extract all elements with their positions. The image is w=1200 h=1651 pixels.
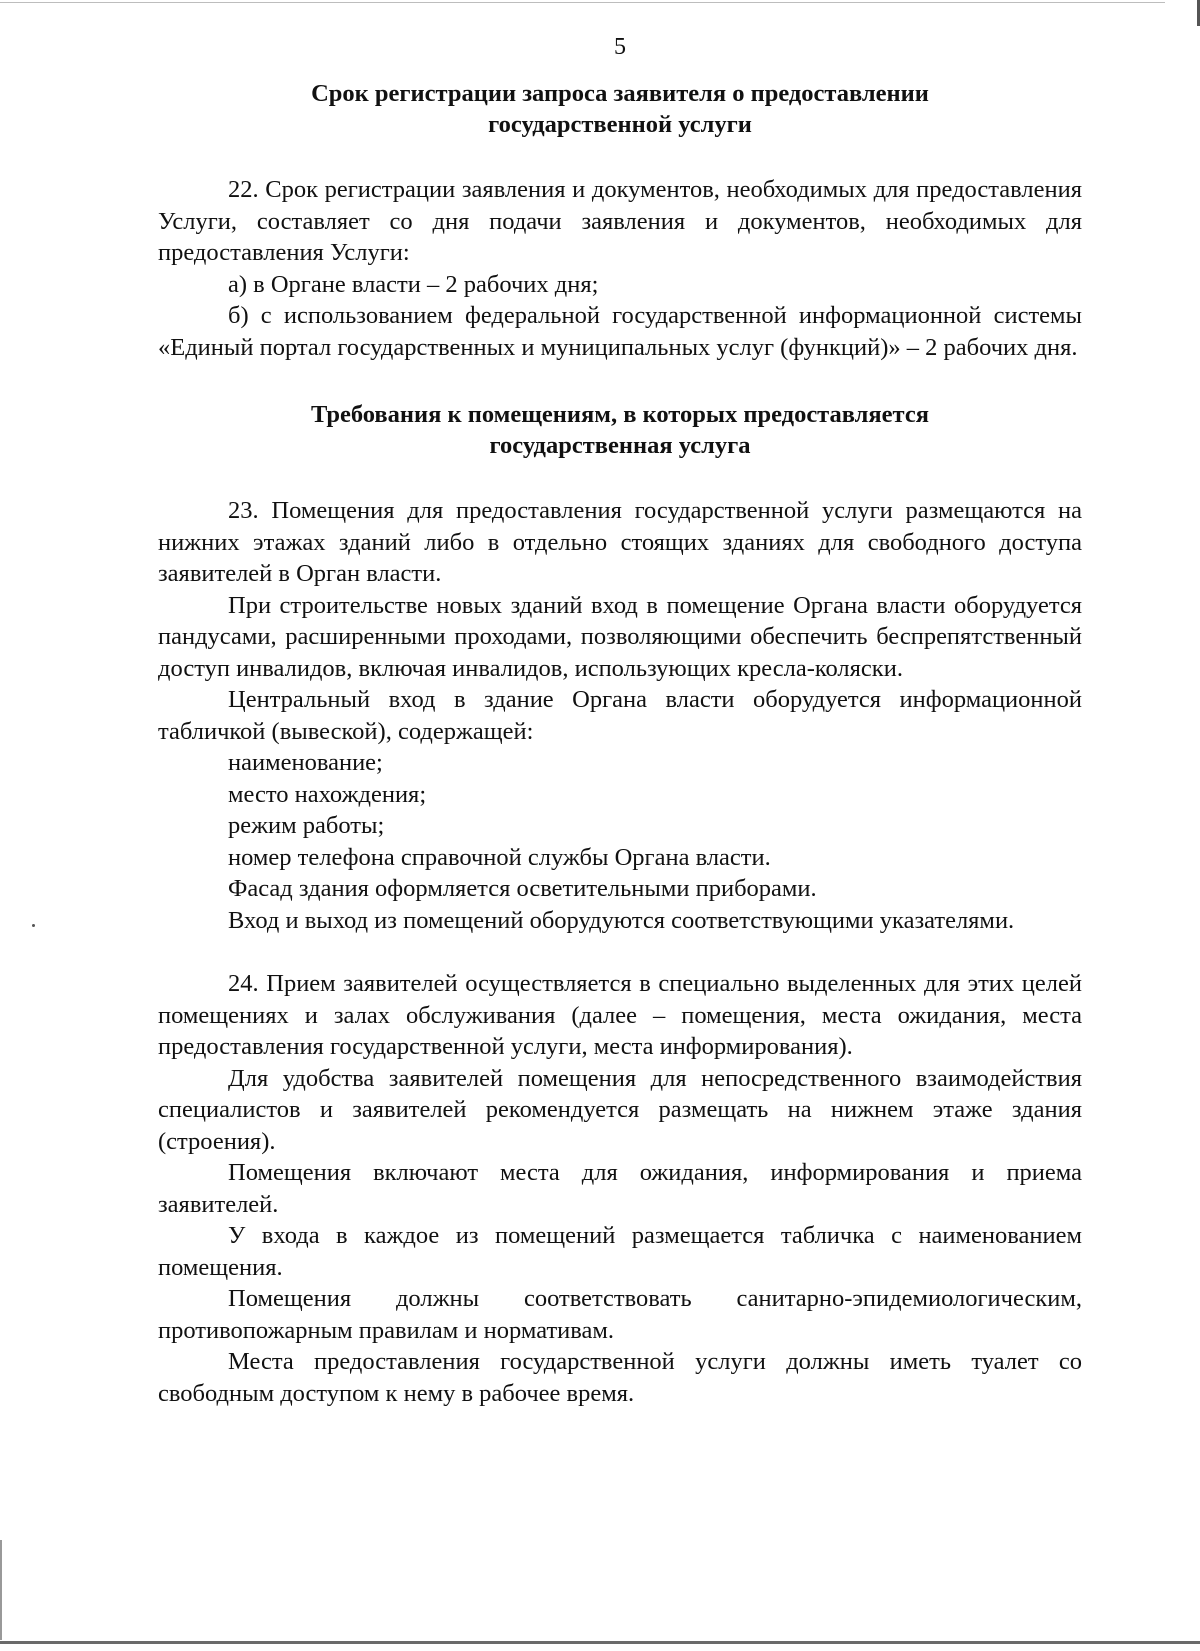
page-number: 5 — [614, 34, 626, 60]
scan-artifact-bottom-line — [0, 1641, 1200, 1644]
paragraph: Центральный вход в здание Органа власти оборудуется информационной табличкой (вывеской), содержащей: — [158, 686, 1082, 745]
paragraph: У входа в каждое из помещений размещается табличка с наименованием помещения. — [158, 1222, 1082, 1281]
heading-line: Требования к помещениям, в которых предоставляется — [310, 401, 930, 428]
paragraph: 22. Срок регистрации заявления и документов, необходимых для предоставления Услуги, составляет со дня подачи заявления и документов, необходимых для предоставления Услуги: — [158, 176, 1082, 266]
paragraph: Фасад здания оформляется осветительными приборами. — [228, 875, 817, 902]
paragraph: Для удобства заявителей помещения для непосредственного взаимодействия специалистов и заявителей рекомендуется размещать на нижнем этаже здания (строения). — [158, 1064, 1082, 1155]
heading-line: Срок регистрации запроса заявителя о предоставлении — [311, 80, 929, 107]
paragraph: 23. Помещения для предоставления государственной услуги размещаются на нижних этажах зданий либо в отдельно стоящих зданиях для свободного доступа заявителей в Орган власти. — [158, 497, 1082, 587]
list-item: наименование; — [228, 749, 383, 776]
paragraph: Помещения должны соответствовать санитарно-эпидемиологическим, противопожарным правилам и нормативам. — [158, 1285, 1082, 1344]
section-premises-requirements — [158, 399, 1082, 936]
list-item: номер телефона справочной службы Органа власти. — [228, 843, 771, 871]
scan-artifact-left-edge — [0, 1540, 2, 1640]
heading-line: государственная услуга — [489, 432, 751, 459]
section-registration-term — [158, 78, 1082, 363]
scan-artifact-top-line — [0, 2, 1165, 3]
paragraph: Вход и выход из помещений оборудуются соответствующими указателями. — [228, 906, 1015, 934]
paragraph: 24. Прием заявителей осуществляется в специально выделенных для этих целей помещениях и залах обслуживания (далее – помещения, места ожидания, места предоставления государственной услуги, места информирования). — [158, 970, 1082, 1060]
document-page — [158, 30, 1082, 1409]
heading-line: государственной услуги — [488, 111, 752, 138]
section-reception-premises — [158, 968, 1082, 1409]
list-item: место нахождения; — [228, 780, 427, 808]
paragraph: а) в Органе власти – 2 рабочих дня; — [228, 270, 599, 298]
section-heading — [158, 78, 1082, 140]
paragraph: б) с использованием федеральной государственной информационной системы «Единый портал государственных и муниципальных услуг (функций)» – 2 рабочих дня. — [158, 302, 1082, 361]
paragraph: Места предоставления государственной услуги должны иметь туалет со свободным доступом к нему в рабочее время. — [158, 1348, 1082, 1407]
paragraph: Помещения включают места для ожидания, информирования и приема заявителей. — [158, 1159, 1082, 1218]
paragraph: При строительстве новых зданий вход в помещение Органа власти оборудуется пандусами, расширенными проходами, позволяющими обеспечить беспрепятственный доступ инвалидов, включая инвалидов, использующих кресла-коляски. — [158, 591, 1082, 682]
section-heading — [158, 399, 1082, 461]
list-item: режим работы; — [228, 812, 385, 839]
scan-speck — [32, 924, 35, 927]
